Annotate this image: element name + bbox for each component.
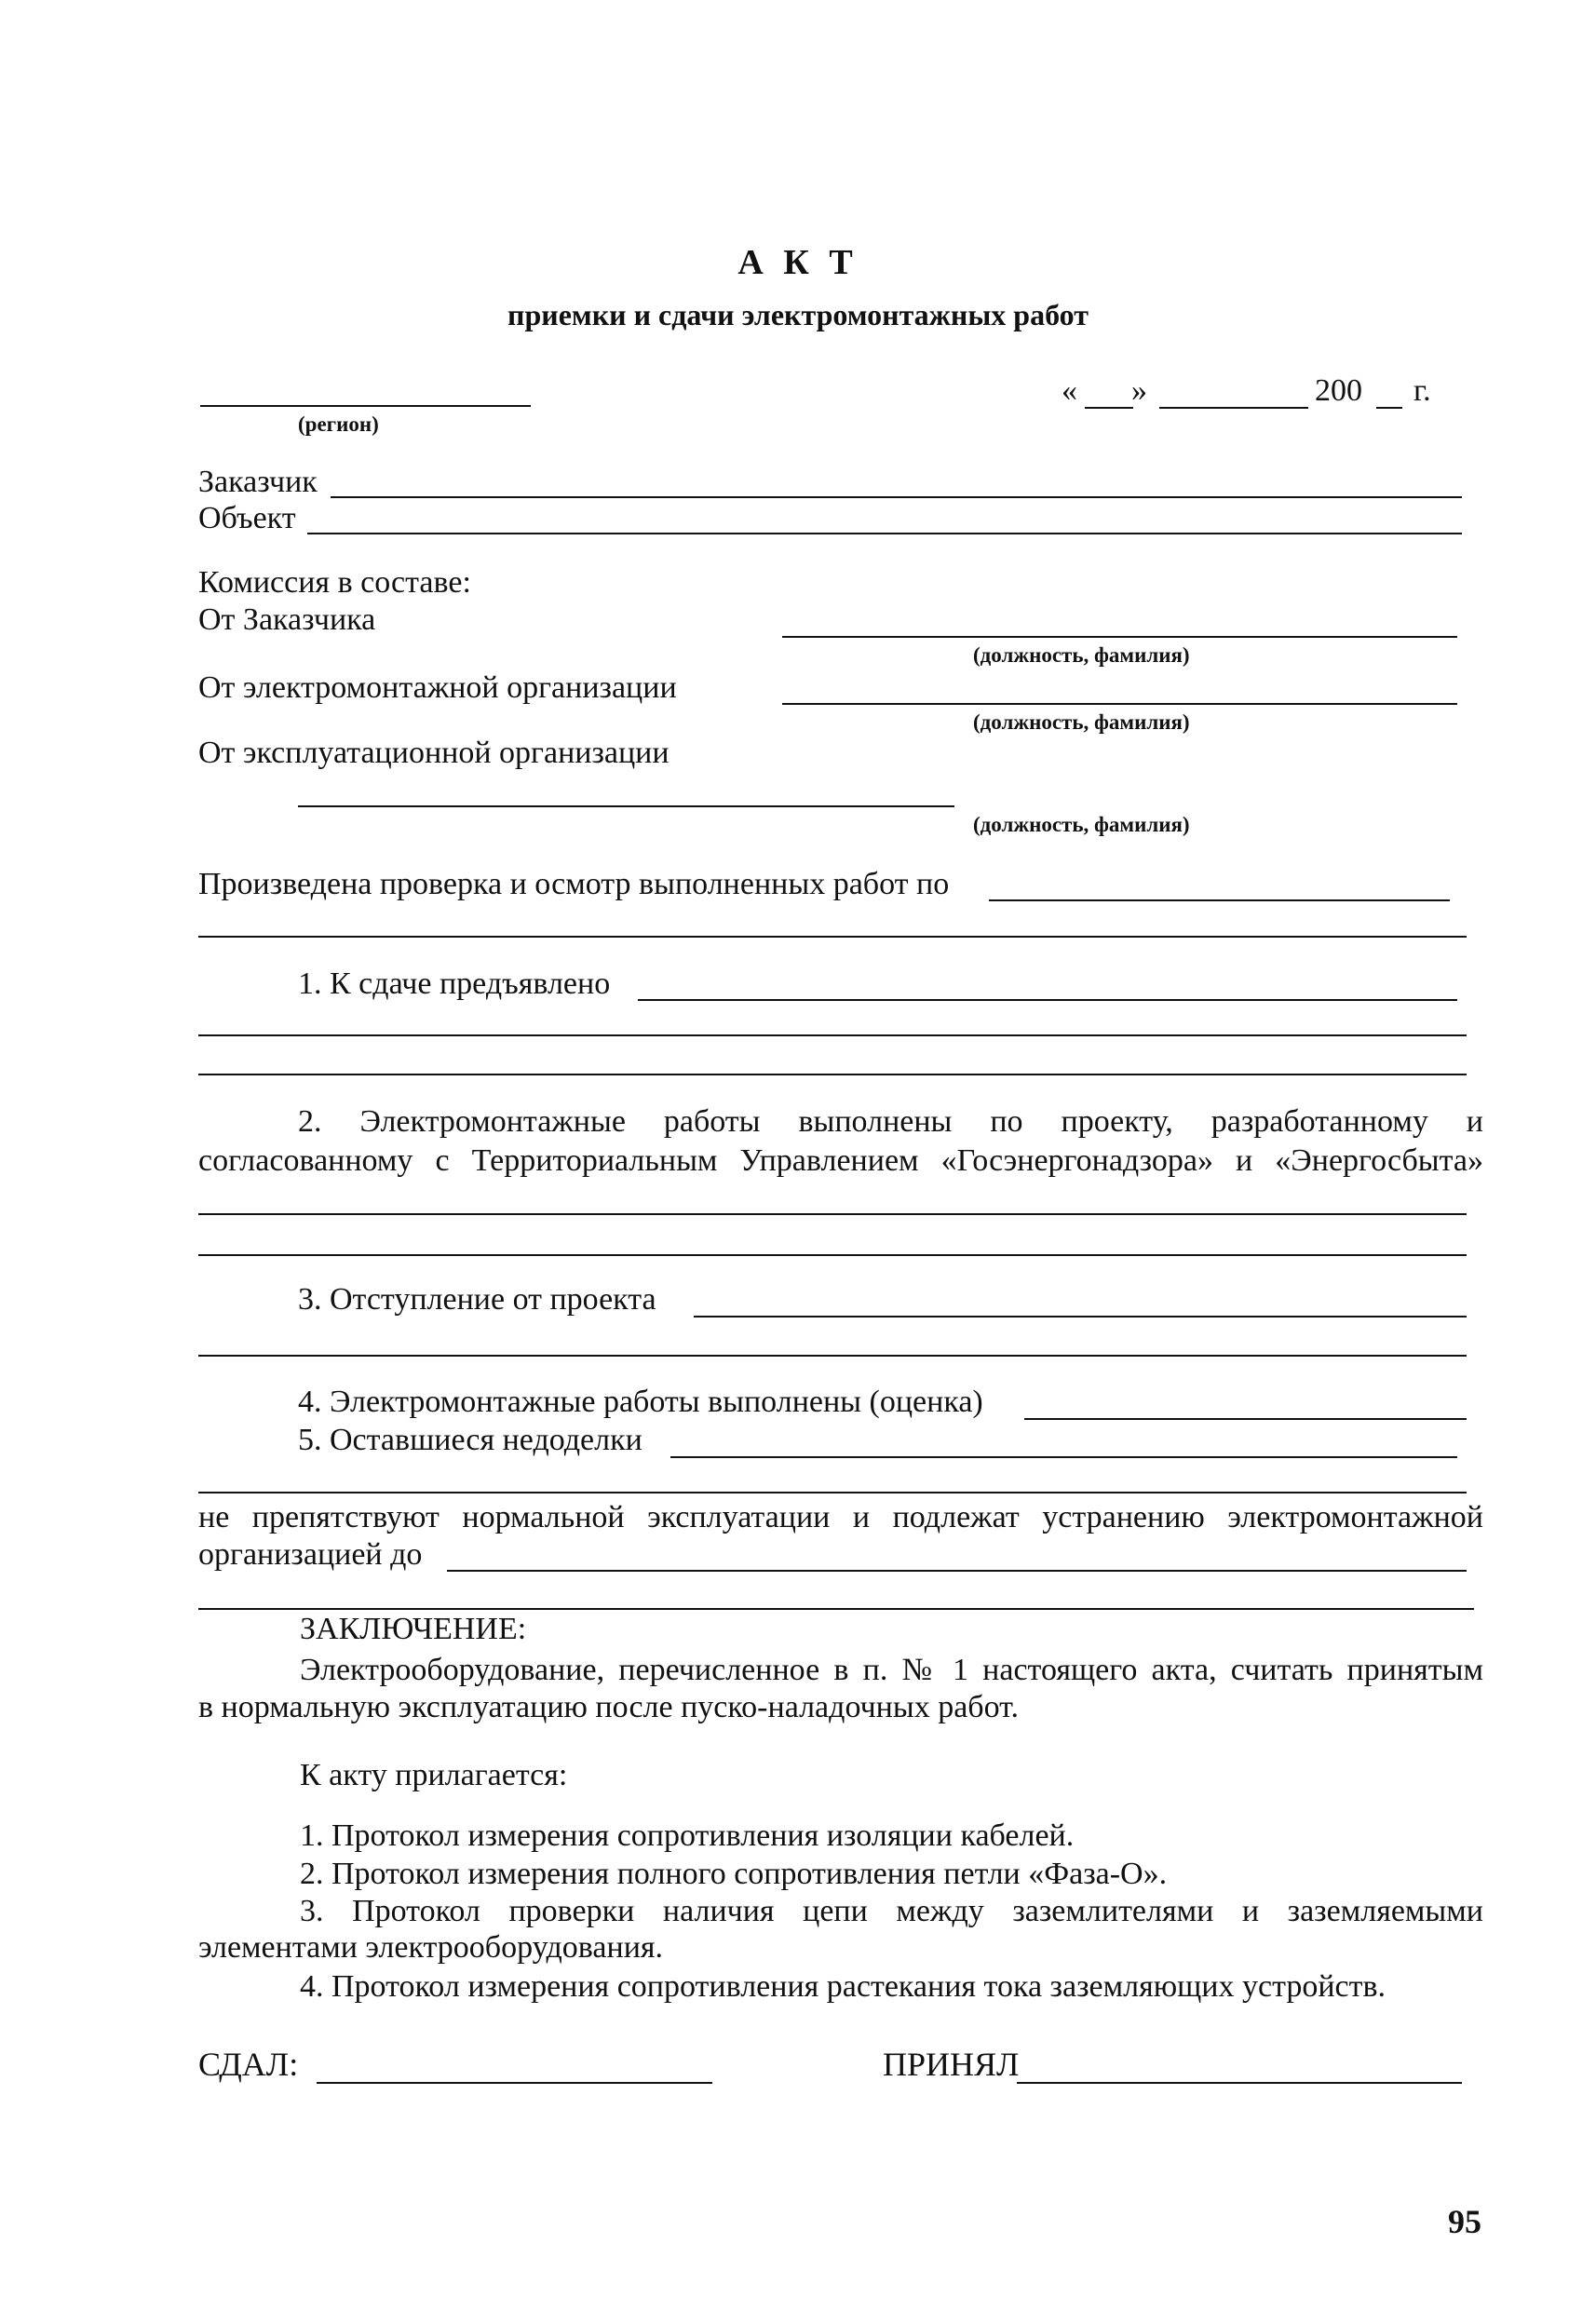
conclusion-heading: ЗАКЛЮЧЕНИЕ: (300, 1612, 527, 1646)
item3-field-line[interactable] (694, 1316, 1467, 1318)
item4-field-line[interactable] (1024, 1418, 1467, 1420)
item1-field-line-3[interactable] (198, 1074, 1467, 1075)
object-field-line[interactable] (307, 533, 1462, 534)
item5-field-line-2[interactable] (198, 1492, 1467, 1493)
handed-label: СДАЛ: (198, 2046, 299, 2083)
note-line1: не препятствуют нормальной эксплуатации и подлежат устранению электромонтажной (198, 1500, 1483, 1534)
attachment-2: 2. Протокол измерения полного сопротивления петли «Фаза-О». (300, 1857, 1168, 1891)
item1-field-line[interactable] (638, 999, 1457, 1001)
position-caption-electro: (должность, фамилия) (973, 710, 1190, 734)
attachment-3-paragraph (198, 1892, 1483, 1931)
item3-label: 3. Отступление от проекта (298, 1282, 656, 1317)
attachment-3-line1: 3. Протокол проверки наличия цепи между заземлителями и заземляемыми (300, 1894, 1483, 1928)
conclusion-paragraph (198, 1651, 1483, 1690)
date-month-line[interactable] (1159, 407, 1308, 409)
item1-label: 1. К сдаче предъявлено (298, 966, 611, 1001)
accepted-label: ПРИНЯЛ (883, 2046, 1020, 2083)
date-close-quote: » (1131, 373, 1147, 408)
item5-label: 5. Оставшиеся недоделки (298, 1423, 642, 1457)
position-caption-customer: (должность, фамилия) (973, 643, 1190, 667)
date-year-line[interactable] (1376, 407, 1402, 409)
item4-label: 4. Электромонтажные работы выполнены (оценка) (298, 1385, 983, 1419)
item5-field-line[interactable] (670, 1456, 1457, 1458)
date-suffix: г. (1413, 373, 1431, 408)
page-number: 95 (1448, 2203, 1481, 2240)
commission-label: Комиссия в составе: (198, 565, 471, 600)
handed-signature-line[interactable] (317, 2082, 712, 2084)
item2-line2: согласованному с Территориальным Управлением «Госэнергонадзора» и «Энергосбыта» (198, 1143, 1483, 1178)
date-day-line[interactable] (1085, 407, 1133, 409)
from-operation-org-field-line[interactable] (298, 805, 954, 807)
item2-field-line[interactable] (198, 1213, 1467, 1215)
from-customer-field-line[interactable] (782, 636, 1457, 638)
attachment-1: 1. Протокол измерения сопротивления изоляции кабелей. (300, 1818, 1075, 1853)
item1-field-line-2[interactable] (198, 1034, 1467, 1036)
conclusion-line1: Электрооборудование, перечисленное в п. № 1 настоящего акта, считать принятым (300, 1653, 1483, 1687)
region-field-line[interactable] (200, 405, 531, 407)
item2-field-line-2[interactable] (198, 1254, 1467, 1256)
note-line2: организацией до (198, 1537, 423, 1572)
accepted-signature-line[interactable] (1017, 2082, 1462, 2084)
item3-field-line-2[interactable] (198, 1355, 1467, 1357)
from-electro-org-label: От электромонтажной организации (198, 670, 677, 705)
attachment-4: 4. Протокол измерения сопротивления растекания тока заземляющих устройств. (300, 1969, 1386, 2004)
attachment-3-line2: элементами электрооборудования. (198, 1930, 664, 1965)
inspection-field-line[interactable] (989, 899, 1450, 901)
deadline-field-line-2[interactable] (198, 1608, 1474, 1610)
customer-label: Заказчик (198, 465, 318, 499)
conclusion-line2: в нормальную эксплуатацию после пуско-наладочных работ. (198, 1690, 1019, 1724)
item2-line1: 2. Электромонтажные работы выполнены по проекту, разработанному и (298, 1104, 1483, 1139)
inspection-field-line-2[interactable] (198, 936, 1467, 938)
inspection-label: Произведена проверка и осмотр выполненных работ по (198, 867, 950, 901)
document-subtitle: приемки и сдачи электромонтажных работ (507, 298, 1089, 331)
region-caption: (регион) (298, 412, 379, 436)
from-customer-label: От Заказчика (198, 602, 376, 637)
note-paragraph (198, 1498, 1483, 1537)
from-operation-org-label: От эксплуатационной организации (198, 736, 670, 770)
date-open-quote: « (1062, 373, 1077, 408)
customer-field-line[interactable] (331, 496, 1462, 498)
position-caption-operation: (должность, фамилия) (973, 813, 1190, 836)
date-year: 200 (1315, 373, 1362, 408)
deadline-field-line[interactable] (447, 1570, 1467, 1572)
item2-paragraph (198, 1102, 1483, 1181)
attachments-heading: К акту прилагается: (300, 1758, 568, 1792)
from-electro-org-field-line[interactable] (782, 703, 1457, 705)
object-label: Объект (198, 501, 296, 535)
document-title: А К Т (737, 243, 859, 282)
